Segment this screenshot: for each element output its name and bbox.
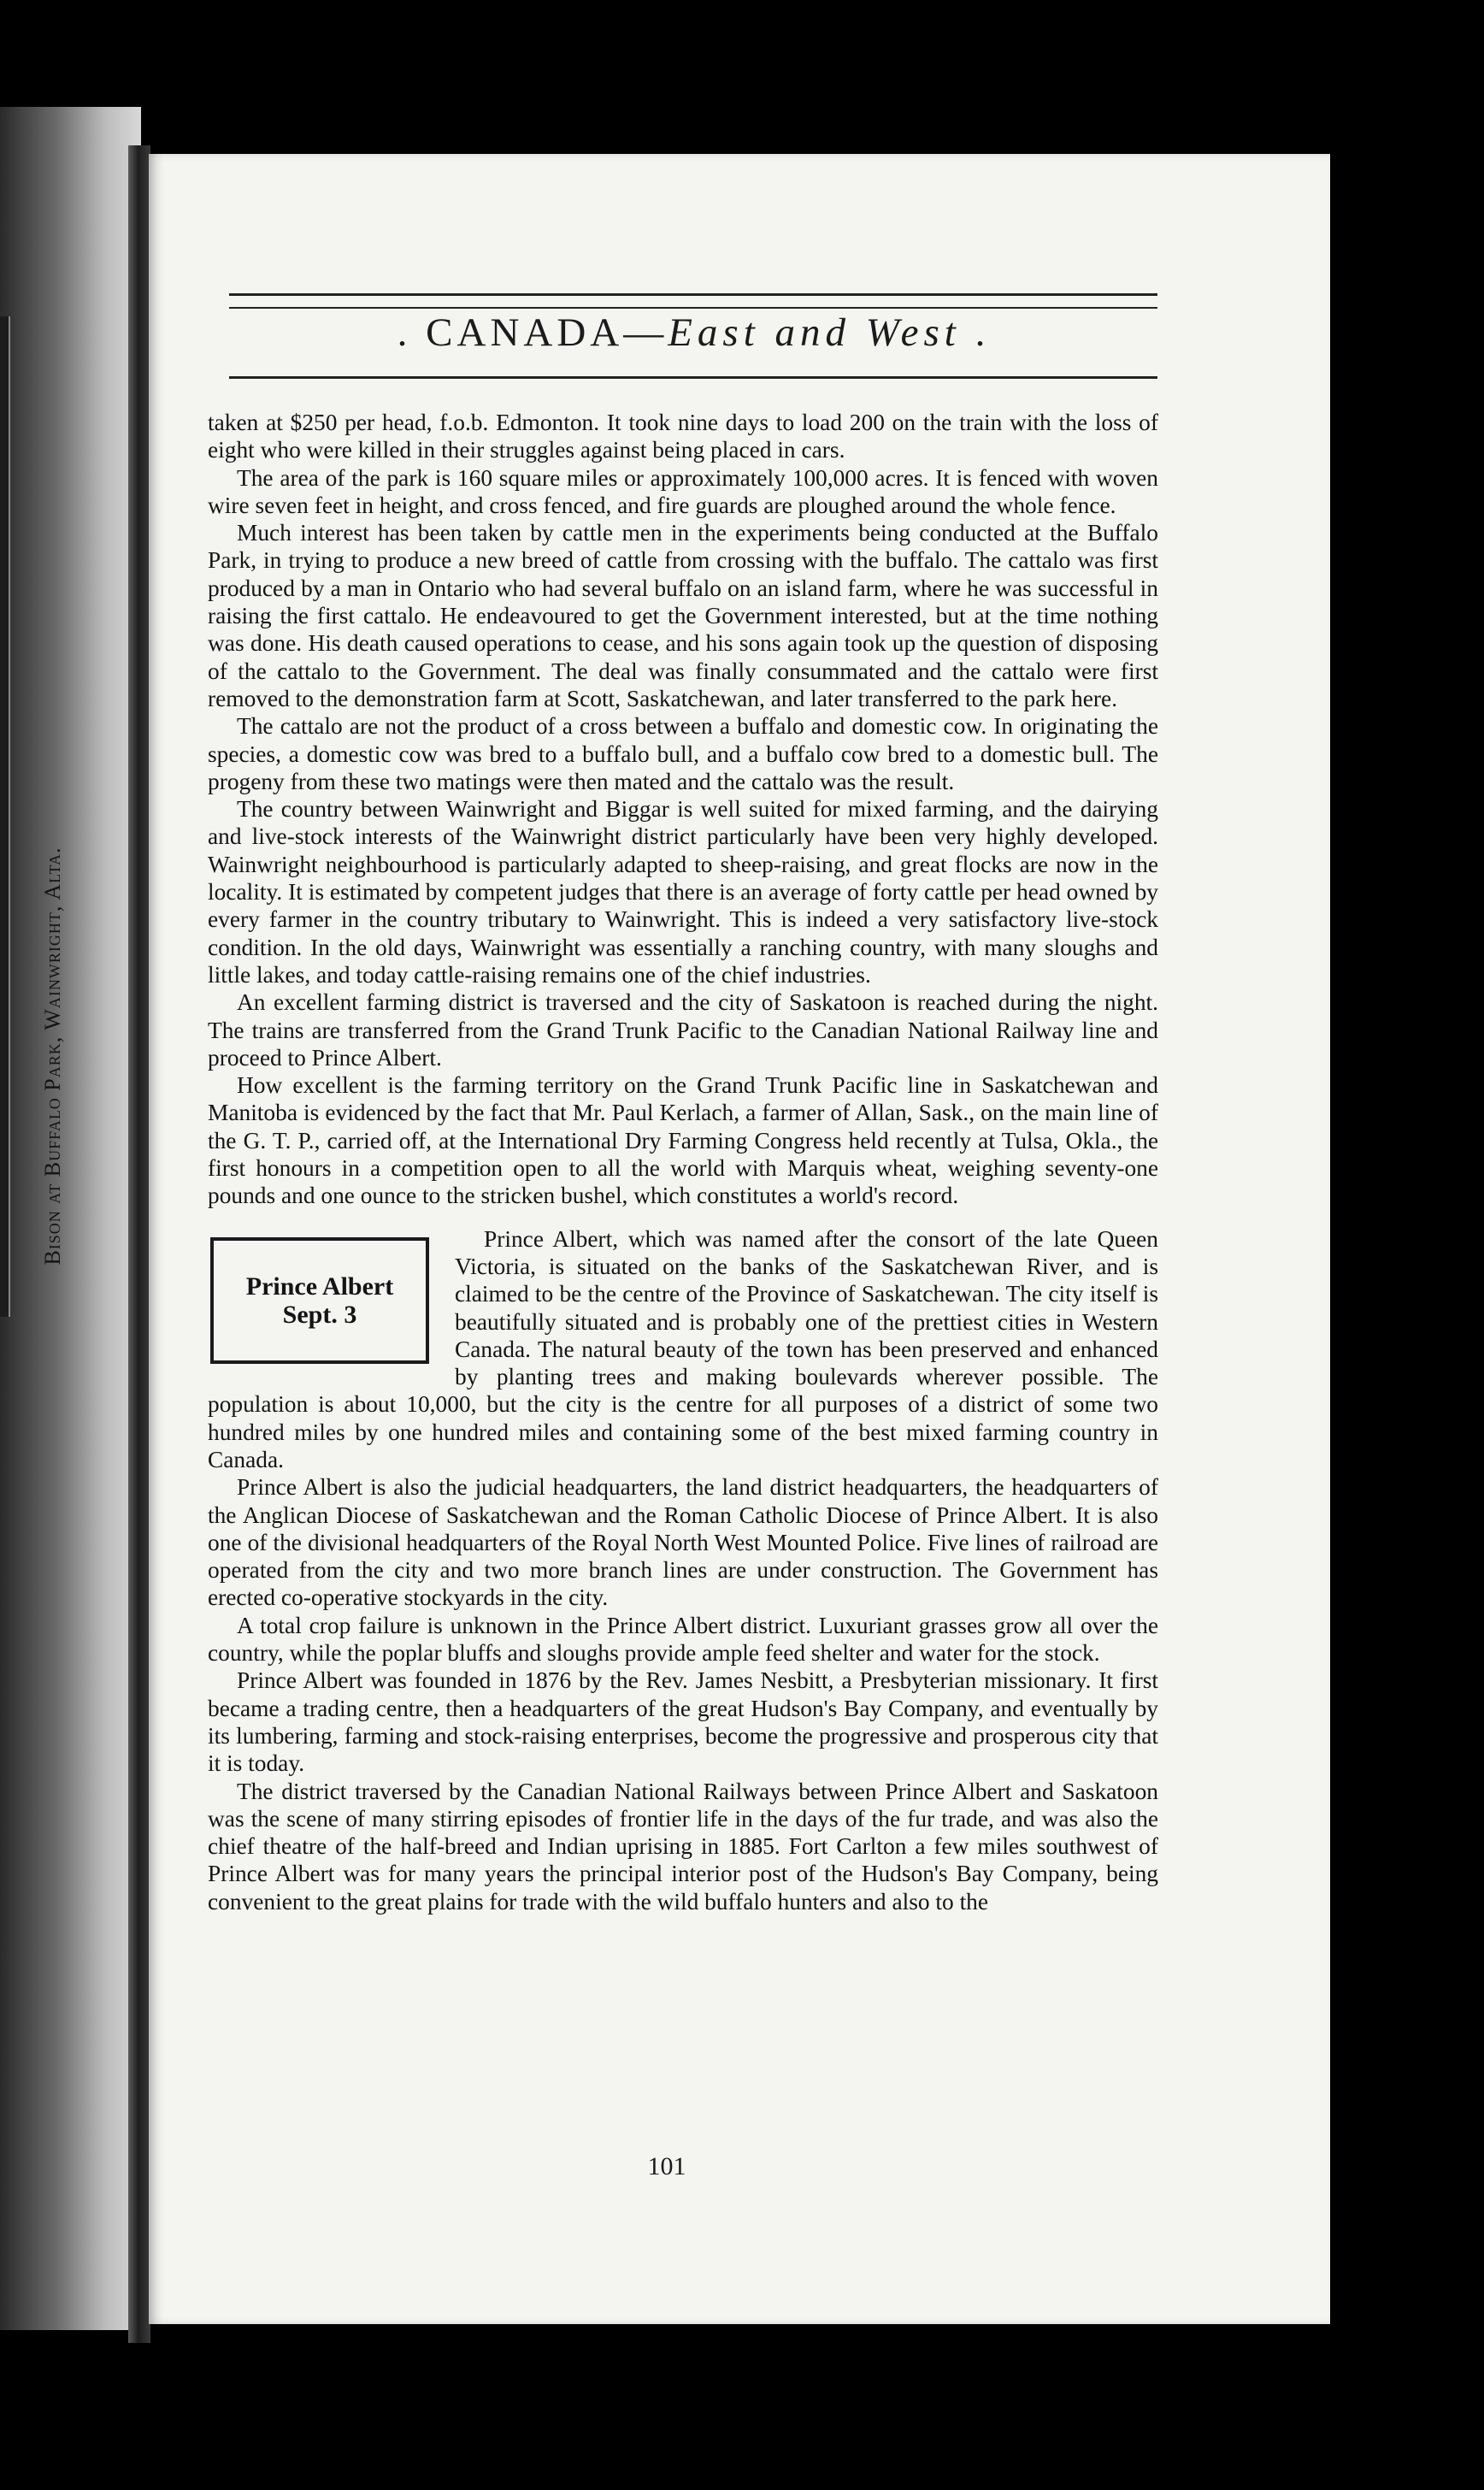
facing-page-plate-edge <box>0 316 10 1317</box>
running-header <box>229 310 1157 369</box>
header-dash: — <box>623 310 668 355</box>
header-dot-right: . <box>975 310 990 355</box>
facing-page <box>0 107 141 2330</box>
paragraph: The district traversed by the Canadian National Railways between Prince Albert and Saskatoon was the scene of many stirring episodes of frontier life in the days of the fur trade, and was also the chief theatre of the half-breed and Indian uprising in 1885. Fort Carlton a few miles southwest of Prince Albert was for many years the principal interior post of the Hudson's Bay Company, being convenient to the great plains for trade with the wild buffalo hunters and also to the <box>208 1778 1158 1915</box>
sidenote-date: Sept. 3 <box>282 1300 357 1329</box>
page-body <box>208 409 1158 1915</box>
sidenote-box <box>210 1237 429 1364</box>
header-region: East and West <box>668 310 961 355</box>
paragraph: taken at $250 per head, f.o.b. Edmonton. It took nine days to load 200 on the train with the loss of eight who were killed in their struggles against being placed in cars. <box>208 410 1158 463</box>
paragraph: Much interest has been taken by cattle men in the experiments being conducted at the Buffalo Park, in trying to produce a new breed of cattle from crossing with the buffalo. The cattalo was first produced by a man in Ontario who had several buffalo on an island farm, where he was successful in raising the first cattalo. He endeavoured to get the Government interested, but at the time nothing was done. His death caused operations to cease, and his sons again took up the question of disposing of the cattalo to the Government. The deal was finally consummated and the cattalo were first removed to the demonstration farm at Scott, Saskatchewan, and later transferred to the park here. <box>208 520 1158 711</box>
facing-page-caption-text: Bison at Buffalo Park, Wainwright, Alta. <box>40 847 65 1266</box>
book-gutter <box>128 145 150 2343</box>
paragraph: How excellent is the farming territory on the Grand Trunk Pacific line in Saskatchewan and Manitoba is evidenced by the fact that Mr. Paul Kerlach, a farmer of Allan, Sask., on the main line of the G. T. P., carried off, at the International Dry Farming Congress held recently at Tulsa, Okla., the first honours in a competition open to all the world with Marquis wheat, weighing seventy-one pounds and one ounce to the stricken bushel, which constitutes a world's record. <box>208 1072 1158 1209</box>
paragraph: Prince Albert was founded in 1876 by the Rev. James Nesbitt, a Presbyterian missionary. It first became a trading centre, then a headquarters of the great Hudson's Bay Company, and eventually by its lumbering, farming and stock-raising enterprises, become the progressive and prosperous city that it is today. <box>208 1667 1158 1777</box>
paragraph: The country between Wainwright and Biggar is well suited for mixed farming, and the dairying and live-stock interests of the Wainwright district particularly have been very highly developed. Wainwright neighbourhood is particularly adapted to sheep-raising, and great flocks are now in the locality. It is estimated by competent judges that there is an average of forty cattle per head owned by every farmer in the country tributary to Wainwright. This is indeed a very satisfactory live-stock condition. In the old days, Wainwright was essentially a ranching country, with many sloughs and little lakes, and today cattle-raising remains one of the chief industries. <box>208 796 1158 988</box>
paragraph: An excellent farming district is traversed and the city of Saskatoon is reached during the night. The trains are transferred from the Grand Trunk Pacific to the Canadian National Railway line and proceed to Prince Albert. <box>208 989 1158 1071</box>
paragraph: Prince Albert, which was named after the consort of the late Queen Victoria, is situated on the banks of the Saskatchewan River, and is claimed to be the centre of the Province of Saskatchewan. The city itself is beautifully situated and is probably one of the prettiest cities in Western Canada. The natural beauty of the town has been preserved and enhanced by planting trees and making boulevards wherever possible. The population is about 10,000, but the city is the centre for all purposes of a district of some two hundred miles by one hundred miles and containing some of the best mixed farming country in Canada. <box>208 1225 1158 1472</box>
header-dot-left: . <box>397 310 412 355</box>
paragraph: The cattalo are not the product of a cross between a buffalo and domestic cow. In originating the species, a domestic cow was bred to a buffalo bull, and a buffalo cow bred to a domestic bull. The progeny from these two matings were then mated and the cattalo was the result. <box>208 713 1158 794</box>
header-country: CANADA <box>426 310 624 355</box>
sidenote-place: Prince Albert <box>245 1272 394 1301</box>
section-gap <box>208 1210 1158 1225</box>
header-double-rule <box>229 293 1157 309</box>
page-number: 101 <box>647 2152 686 2180</box>
paragraph: The area of the park is 160 square miles or approximately 100,000 acres. It is fenced with woven wire seven feet in height, and cross fenced, and fire guards are ploughed around the whole fence. <box>208 464 1158 518</box>
paragraph: A total crop failure is unknown in the Prince Albert district. Luxuriant grasses grow all over the country, while the poplar bluffs and sloughs provide ample feed shelter and water for the stock. <box>208 1612 1158 1667</box>
header-rule <box>229 376 1157 379</box>
paragraph: Prince Albert is also the judicial headquarters, the land district headquarters, the headquarters of the Anglican Diocese of Saskatchewan and the Roman Catholic Diocese of Prince Albert. It is also one of the divisional headquarters of the Royal North West Mounted Police. Five lines of railroad are operated from the city and two more branch lines are under construction. The Government has erected co-operative stockyards in the city. <box>208 1474 1158 1611</box>
